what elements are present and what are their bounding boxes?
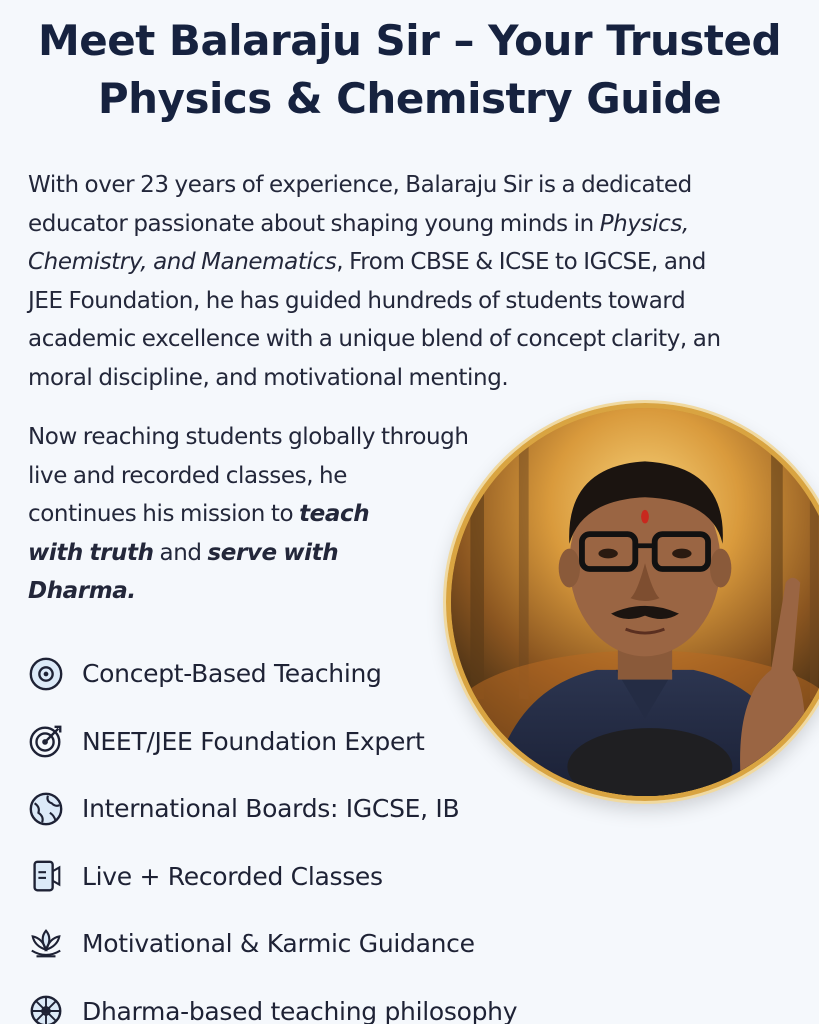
mission-line-3 (28, 495, 528, 534)
mission-text: and (153, 539, 208, 566)
intro-subject-physics: Physics, (599, 210, 689, 237)
mission-emphasis-truth: with truth (28, 539, 154, 566)
globe-icon (26, 789, 66, 829)
feature-label: International Boards: IGCSE, IB (82, 794, 460, 824)
feature-item (26, 775, 517, 843)
intro-subjects: Chemistry, and Manematics (28, 249, 337, 276)
intro-line-3 (28, 243, 808, 282)
intro-line-4: JEE Foundation, he has guided hundreds of students toward (28, 287, 686, 314)
feature-list (26, 640, 517, 1024)
feature-item (26, 640, 517, 708)
mission-line-4 (28, 534, 528, 573)
mission-text: continues his mission to (28, 501, 300, 528)
mission-line-2: live and recorded classes, he (28, 462, 347, 489)
intro-line-5: academic excellence with a unique blend of concept clarity, an (28, 326, 721, 353)
feature-label: Live + Recorded Classes (82, 861, 383, 891)
mission-emphasis-teach: teach (299, 501, 370, 528)
feature-label: Motivational & Karmic Guidance (82, 929, 475, 959)
title-line-2: Physics & Chemistry Guide (97, 74, 722, 123)
feature-item (26, 708, 517, 776)
mission-line-1: Now reaching students globally through (28, 424, 469, 450)
mission-paragraph (28, 418, 528, 611)
feature-item (26, 978, 517, 1024)
target-icon (26, 721, 66, 761)
intro-text: educator passionate about shaping young minds in (28, 210, 600, 237)
intro-line-2 (28, 205, 808, 244)
intro-line-1: With over 23 years of experience, Balaraju Sir is a dedicated (28, 172, 692, 198)
mission-line-5 (28, 572, 528, 611)
dharma-wheel-icon (26, 991, 66, 1024)
intro-line-6: moral discipline, and motivational menting. (28, 364, 509, 391)
feature-label: Concept-Based Teaching (82, 659, 382, 689)
atom-icon (26, 654, 66, 694)
video-icon (26, 856, 66, 896)
feature-item (26, 910, 517, 978)
mission-emphasis-dharma: Dharma. (28, 578, 136, 605)
feature-item (26, 843, 517, 911)
lotus-icon (26, 924, 66, 964)
intro-text: , From CBSE & ICSE to IGCSE, and (336, 249, 706, 276)
intro-paragraph (28, 166, 808, 398)
feature-label: Dharma-based teaching philosophy (82, 996, 518, 1024)
mission-emphasis-serve: serve with (207, 539, 339, 566)
feature-label: NEET/JEE Foundation Expert (82, 726, 425, 756)
page-title (0, 12, 819, 128)
title-line-1: Meet Balaraju Sir – Your Trusted (37, 16, 782, 65)
